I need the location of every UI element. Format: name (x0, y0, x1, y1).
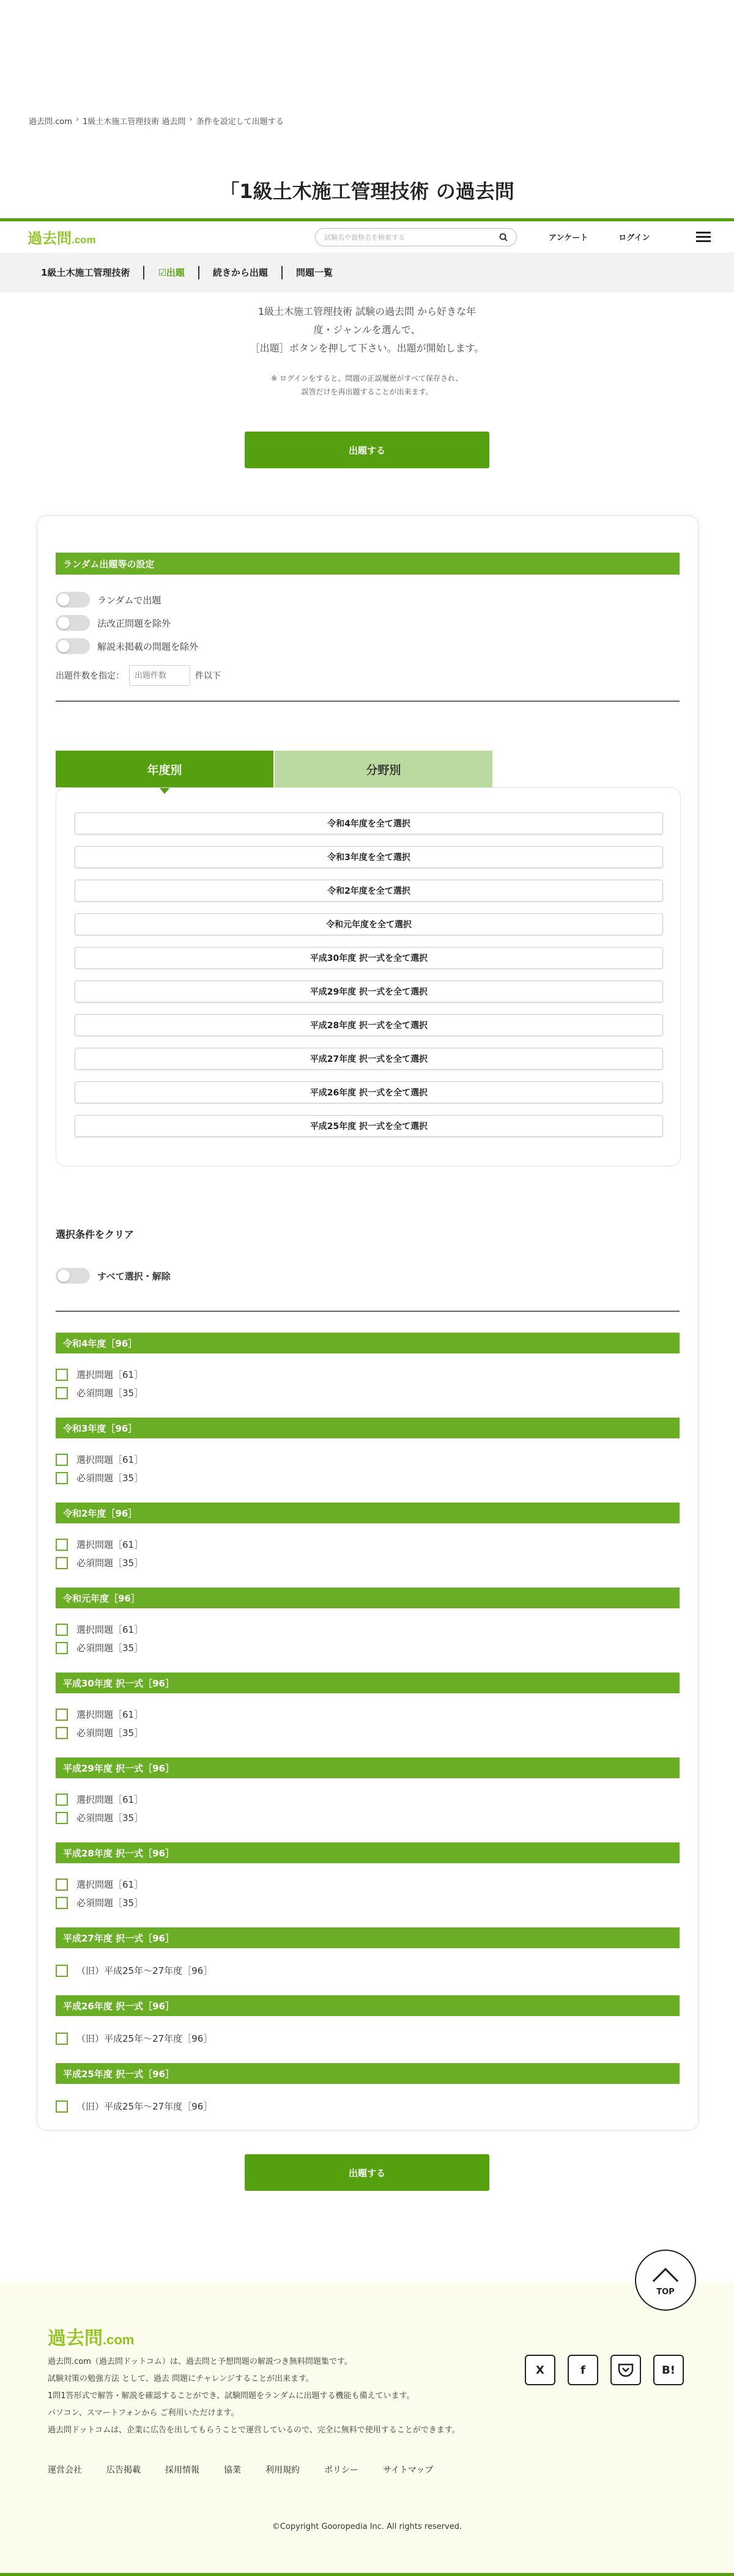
select-year-button[interactable]: 令和4年度を全て選択 (75, 812, 663, 834)
year-section-header: 平成29年度 択一式［96］ (56, 1757, 680, 1778)
year-section-header: 平成27年度 択一式［96］ (56, 1927, 680, 1948)
select-year-button[interactable]: 平成27年度 択一式を全て選択 (75, 1048, 663, 1070)
question-category-checkbox[interactable] (56, 1386, 143, 1399)
checkbox-label: 必須問題［35］ (76, 1558, 144, 1569)
breadcrumb-exam[interactable]: 1級土木施工管理技術 過去問 (83, 117, 186, 127)
year-section-header: 平成26年度 択一式［96］ (56, 1995, 680, 2016)
checkbox-label: 必須問題［35］ (76, 1728, 144, 1739)
question-count-row: 出題件数を指定： 出題件数 件以下 (56, 665, 221, 686)
hamburger-menu-icon[interactable] (696, 229, 711, 245)
toggle-switch[interactable] (56, 1268, 90, 1284)
checkbox-icon[interactable] (56, 1472, 68, 1484)
checkbox-icon[interactable] (56, 1897, 68, 1909)
checkbox-label: 選択問題［61］ (76, 1624, 144, 1635)
intro-text: 1級土木施工管理技術 試験の過去問 から好きな年 度・ジャンルを選んで、 ［出題］ボタンを押して下さい。出題が開始します。 (250, 306, 484, 354)
footer-links (48, 2464, 433, 2476)
checkbox-icon[interactable] (56, 1557, 68, 1569)
question-category-checkbox[interactable] (56, 1793, 143, 1806)
year-section-header: 令和2年度［96］ (56, 1503, 680, 1523)
question-count-input[interactable] (129, 665, 190, 686)
checkbox-icon[interactable] (56, 1879, 68, 1891)
checkbox-label: 必須問題［35］ (76, 1473, 144, 1484)
question-category-checkbox[interactable] (56, 1623, 143, 1636)
toggle-switch[interactable] (56, 638, 90, 654)
year-section-header: 令和3年度［96］ (56, 1418, 680, 1438)
checkbox-icon[interactable] (56, 1812, 68, 1824)
question-category-checkbox[interactable] (56, 1811, 143, 1824)
hatena-bookmark-icon[interactable]: B! (653, 2355, 684, 2385)
subnav-start[interactable]: ☑出題 (144, 266, 199, 279)
copyright: ©Copyright Gooropedia Inc. All rights reserved. (272, 2522, 462, 2531)
checkbox-label: （旧）平成25年〜27年度［96］ (76, 2101, 213, 2112)
question-category-checkbox[interactable] (56, 1964, 212, 1977)
divider (56, 701, 680, 702)
checkbox-icon[interactable] (56, 1454, 68, 1466)
select-year-button[interactable]: 平成30年度 択一式を全て選択 (75, 947, 663, 969)
footer-link[interactable]: 運営会社 (48, 2465, 82, 2475)
tab-by-year[interactable]: 年度別 (56, 751, 273, 787)
back-to-top-button[interactable]: TOP (635, 2250, 696, 2311)
question-category-checkbox[interactable] (56, 1538, 143, 1551)
pocket-icon[interactable] (610, 2355, 641, 2385)
subnav-question-list[interactable]: 問題一覧 (295, 267, 333, 278)
checkbox-label: 必須問題［35］ (76, 1897, 144, 1908)
breadcrumb-home[interactable]: 過去問.com (29, 117, 72, 127)
question-category-checkbox[interactable] (56, 1878, 143, 1891)
x-icon[interactable]: X (525, 2355, 555, 2385)
select-year-button[interactable]: 平成26年度 択一式を全て選択 (75, 1081, 663, 1103)
search-input[interactable]: 試験名や資格名を検索する (315, 228, 517, 246)
breadcrumb-current: 条件を設定して出題する (196, 117, 284, 127)
question-category-checkbox[interactable] (56, 1556, 143, 1569)
year-section-header: 令和元年度［96］ (56, 1588, 680, 1608)
checkbox-icon[interactable] (56, 1727, 68, 1739)
checkbox-icon[interactable] (56, 1387, 68, 1399)
chevron-right-icon: › (75, 115, 80, 124)
tab-by-field[interactable]: 分野別 (275, 751, 492, 787)
page-title: 「1級土木施工管理技術 の過去問 (220, 180, 514, 203)
footer-link[interactable]: 広告掲載 (106, 2465, 141, 2475)
checkbox-label: 選択問題［61］ (76, 1879, 144, 1890)
select-year-button[interactable]: 令和元年度を全て選択 (75, 913, 663, 935)
footer-link[interactable]: 採用情報 (165, 2465, 199, 2475)
checkbox-label: 必須問題［35］ (76, 1812, 144, 1823)
footer-logo[interactable]: 過去問.com (48, 2328, 135, 2349)
checkbox-icon[interactable] (56, 1369, 68, 1381)
start-button[interactable]: 出題する (245, 432, 489, 468)
random-toggle[interactable]: ランダムで出題 (56, 592, 161, 608)
breadcrumb (29, 115, 284, 127)
checkbox-icon[interactable] (56, 1794, 68, 1806)
checkbox-label: 必須問題［35］ (76, 1388, 144, 1399)
checkbox-label: 選択問題［61］ (76, 1709, 144, 1720)
year-section-header: 平成25年度 択一式［96］ (56, 2063, 680, 2084)
checkbox-label: （旧）平成25年〜27年度［96］ (76, 2033, 213, 2044)
footer-link[interactable]: 協業 (224, 2465, 241, 2475)
checkbox-icon[interactable] (56, 2100, 68, 2113)
facebook-icon[interactable]: f (568, 2355, 598, 2385)
subnav-exam-name[interactable]: 1級土木施工管理技術 (28, 266, 144, 279)
divider (56, 1311, 680, 1312)
question-category-checkbox[interactable] (56, 1708, 143, 1721)
footer-link[interactable]: サイトマップ (383, 2465, 434, 2475)
checkbox-icon: ☑ (158, 267, 166, 278)
checkbox-icon[interactable] (56, 1965, 68, 1977)
random-settings-title: ランダム出題等の設定 (56, 553, 680, 575)
year-section-header: 平成28年度 択一式［96］ (56, 1842, 680, 1863)
footer-link[interactable]: 利用規約 (265, 2465, 300, 2475)
checkbox-icon[interactable] (56, 1709, 68, 1721)
select-year-button[interactable]: 平成25年度 択一式を全て選択 (75, 1115, 663, 1137)
question-category-checkbox[interactable] (56, 1726, 143, 1739)
checkbox-icon[interactable] (56, 1642, 68, 1654)
question-category-checkbox[interactable] (56, 1641, 143, 1654)
year-select-panel (56, 787, 681, 1166)
select-year-button[interactable]: 平成28年度 択一式を全て選択 (75, 1014, 663, 1036)
chevron-right-icon: › (189, 115, 193, 124)
clear-conditions-link[interactable]: 選択条件をクリア (56, 1229, 135, 1240)
toggle-switch[interactable] (56, 615, 90, 631)
start-button-bottom[interactable]: 出題する (245, 2154, 489, 2191)
select-all-toggle[interactable]: すべて選択・解除 (56, 1268, 171, 1284)
select-year-button[interactable]: 令和2年度を全て選択 (75, 880, 663, 902)
checkbox-label: 選択問題［61］ (76, 1369, 144, 1380)
toggle-switch[interactable] (56, 592, 90, 608)
exclude-no-explanation-toggle[interactable]: 解説未掲載の問題を除外 (56, 638, 198, 654)
select-year-button[interactable]: 平成29年度 択一式を全て選択 (75, 981, 663, 1003)
question-category-checkbox[interactable] (56, 1471, 143, 1484)
sub-navigation (0, 252, 734, 293)
checkbox-icon[interactable] (56, 2033, 68, 2045)
footer-description: 過去問.com（過去問ドットコム）は、過去問と予想問題の解説つき無料問題集です。 試験対策の勉強方法 として、過去 問題にチャレンジすることが出来ます。 1問1答形式で解答・解説を確認することができ、試験問題をランダムに出題する機能も備えています。 パソコン、スマートフォンから ご利用いただけます。 過去問ドットコムは、企業に広告を出してもらうことで運営しているので、完全に無料で使用することができます。 (48, 2357, 460, 2435)
checkbox-label: 選択問題［61］ (76, 1794, 144, 1805)
login-note: ※ ログインをすると、問題の正誤履歴がすべて保存され、 誤答だけを再出題することが出来ます。 (271, 374, 463, 396)
checkbox-icon[interactable] (56, 1539, 68, 1551)
site-header (0, 218, 734, 252)
subnav-continue[interactable]: 続きから出題 (199, 266, 283, 279)
search-icon[interactable] (499, 233, 508, 241)
survey-link[interactable]: アンケート (549, 234, 588, 243)
year-section-header: 令和4年度［96］ (56, 1333, 680, 1353)
question-category-checkbox[interactable] (56, 1368, 143, 1381)
site-logo[interactable]: 過去問.com (28, 230, 96, 247)
question-category-checkbox[interactable] (56, 1453, 143, 1466)
checkbox-icon[interactable] (56, 1624, 68, 1636)
settings-card (37, 515, 699, 2130)
year-section-header: 平成30年度 択一式［96］ (56, 1673, 680, 1693)
checkbox-label: 選択問題［61］ (76, 1454, 144, 1465)
select-year-button[interactable]: 令和3年度を全て選択 (75, 846, 663, 868)
login-link[interactable]: ログイン (618, 234, 650, 243)
question-category-checkbox[interactable] (56, 1896, 143, 1909)
checkbox-label: （旧）平成25年〜27年度［96］ (76, 1965, 213, 1976)
question-category-checkbox[interactable] (56, 2100, 212, 2113)
checkbox-label: 必須問題［35］ (76, 1643, 144, 1654)
footer-link[interactable]: ポリシー (324, 2465, 358, 2475)
checkbox-label: 選択問題［61］ (76, 1539, 144, 1550)
exclude-law-change-toggle[interactable]: 法改正問題を除外 (56, 615, 171, 631)
question-category-checkbox[interactable] (56, 2032, 212, 2045)
